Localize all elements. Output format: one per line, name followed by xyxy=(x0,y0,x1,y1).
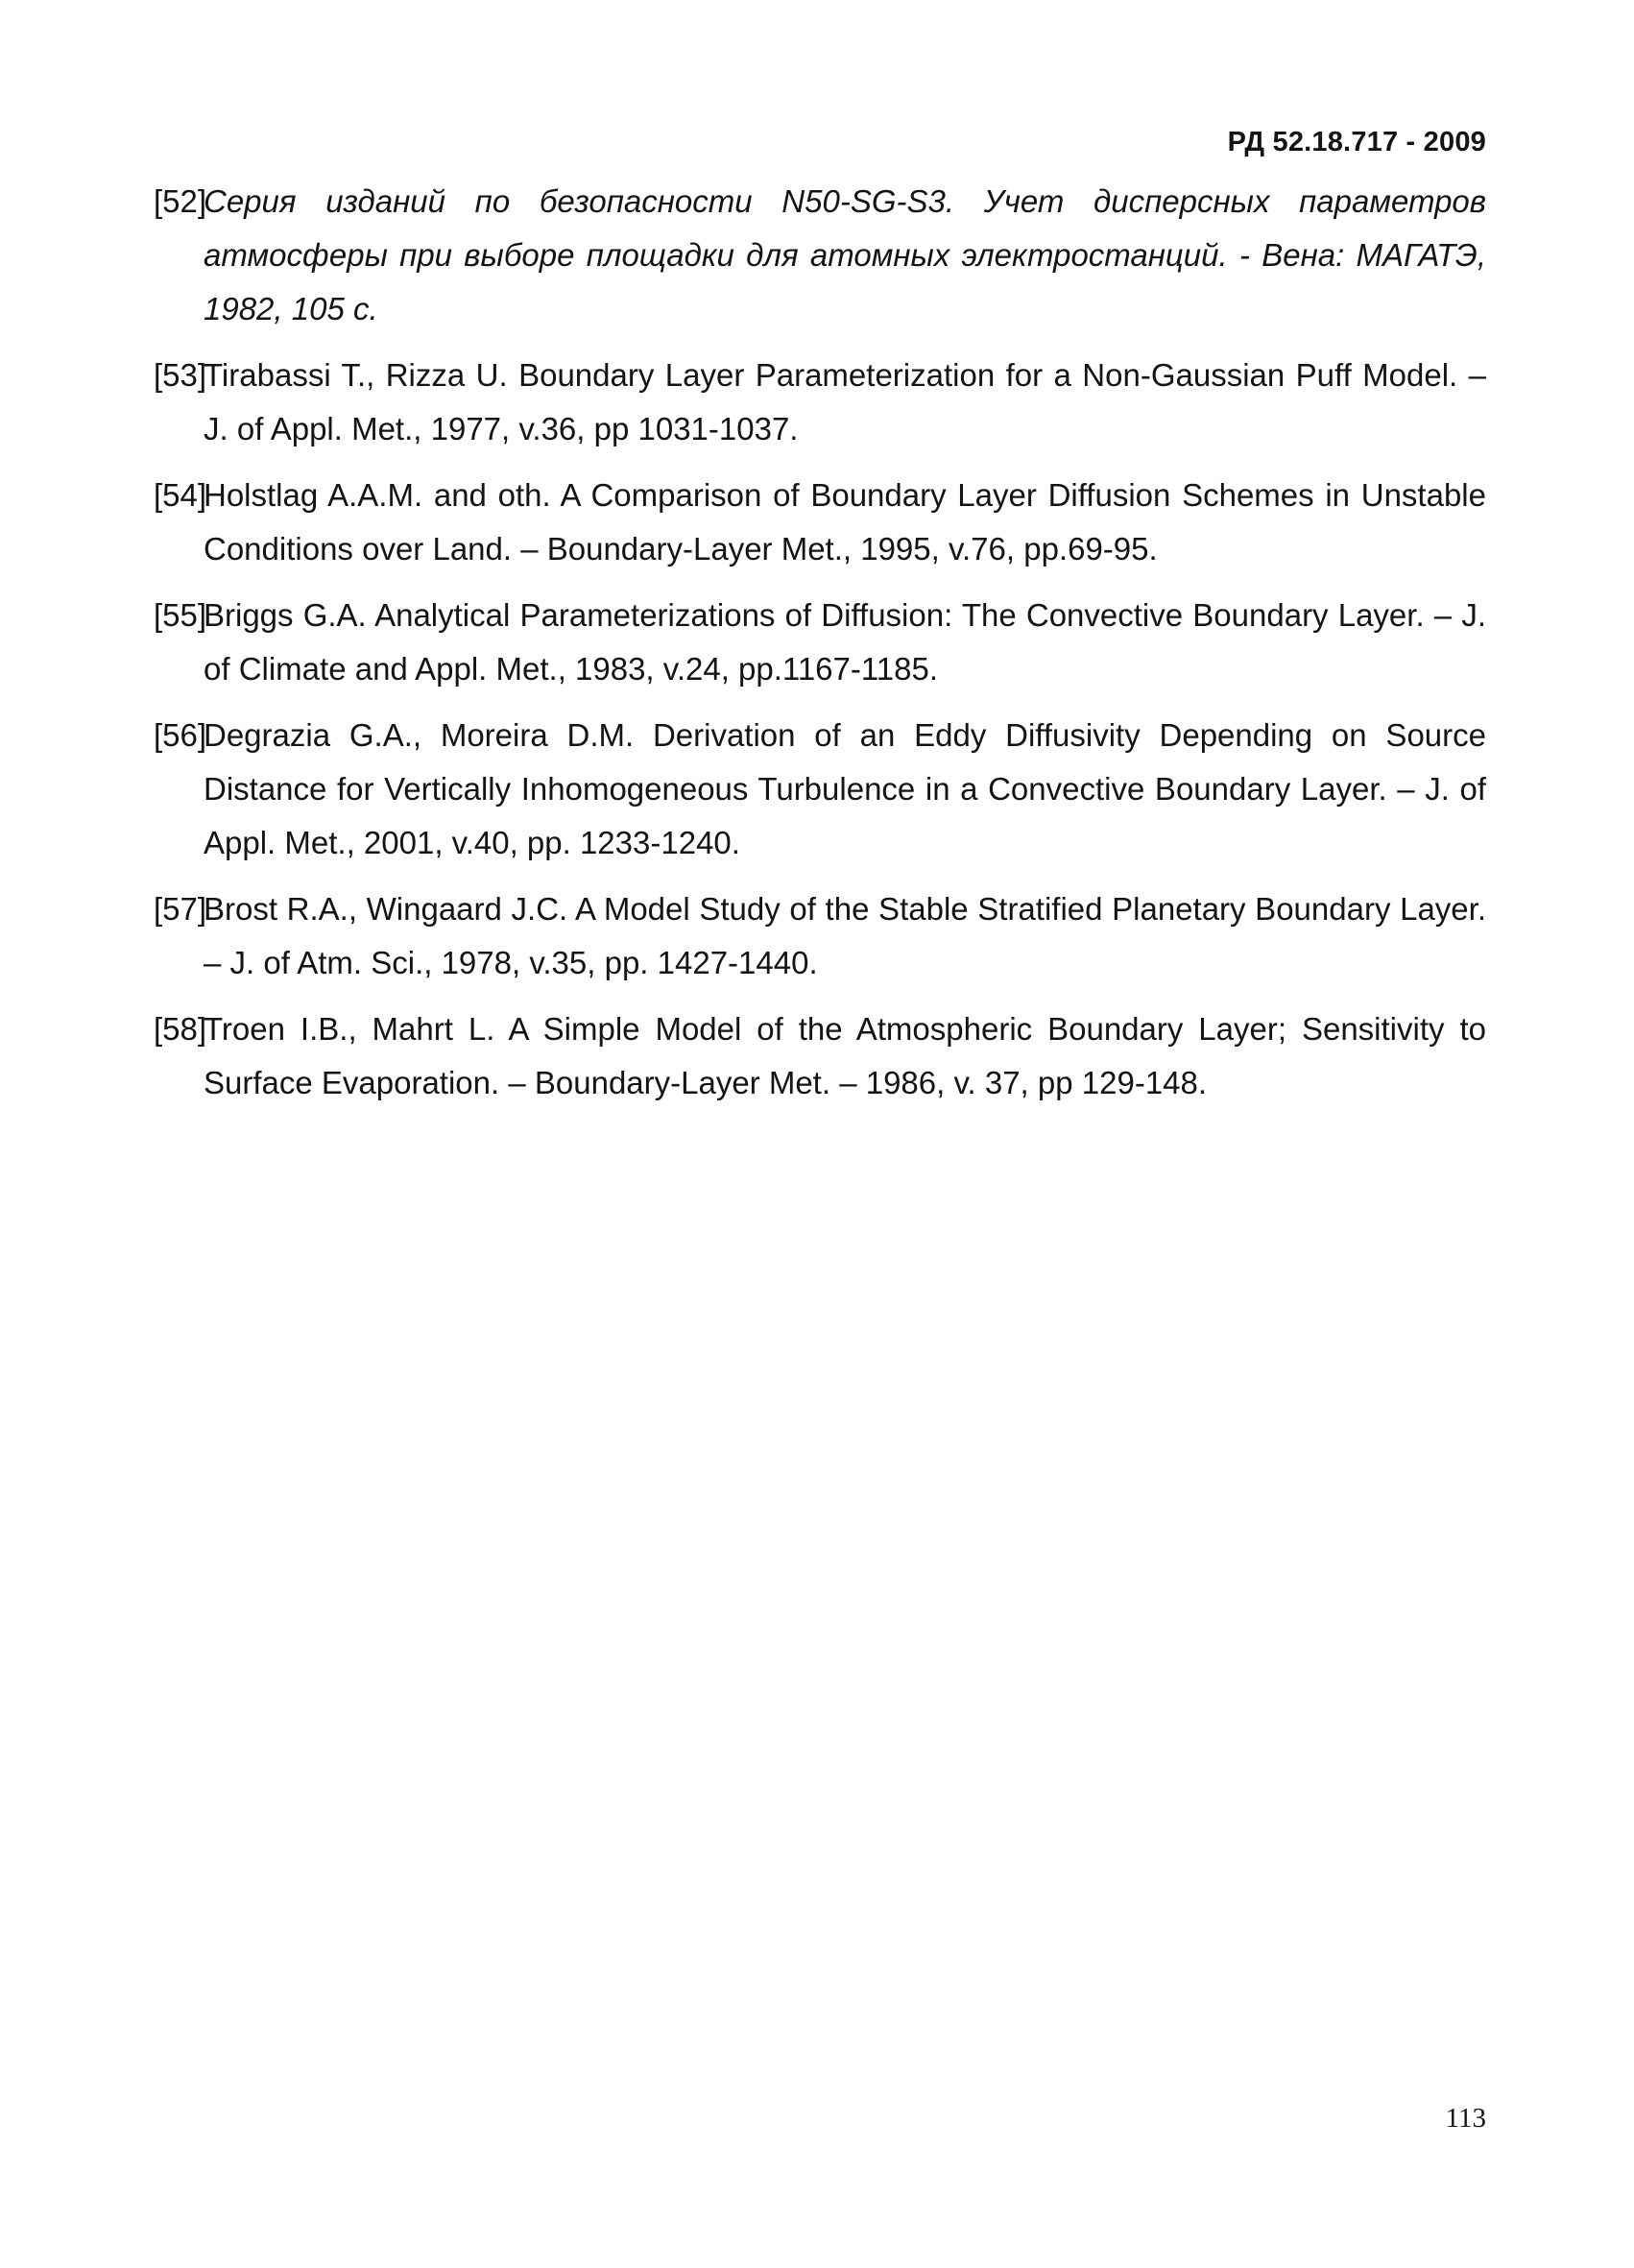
reference-item xyxy=(154,882,1486,990)
reference-text: Degrazia G.A., Moreira D.M. Derivation of an Eddy Diffusivity Depending on Source Distance for Vertically Inhomogeneous Turbulence in a Convective Boundary Layer. – J. of Appl. Met., 2001, v.40, pp. 1233-1240. xyxy=(204,717,1486,860)
reference-item xyxy=(154,709,1486,870)
page-number: 113 xyxy=(1445,2103,1486,2134)
reference-number: [56] xyxy=(154,717,207,753)
reference-text: Tirabassi T., Rizza U. Boundary Layer Parameterization for a Non-Gaussian Puff Model. – J. of Appl. Met., 1977, v.36, pp 1031-1037. xyxy=(204,357,1486,446)
reference-number: [52] xyxy=(154,183,207,219)
reference-text: Brost R.A., Wingaard J.C. A Model Study of the Stable Stratified Planetary Boundary Layer. – J. of Atm. Sci., 1978, v.35, pp. 1427-1440. xyxy=(204,891,1486,980)
reference-number: [57] xyxy=(154,891,207,927)
reference-list xyxy=(154,175,1486,1122)
reference-number: [53] xyxy=(154,357,207,393)
reference-item xyxy=(154,175,1486,336)
reference-number: [55] xyxy=(154,597,207,633)
reference-item xyxy=(154,349,1486,456)
reference-number: [54] xyxy=(154,477,207,513)
reference-number: [58] xyxy=(154,1011,207,1047)
reference-text: Briggs G.A. Analytical Parameterizations of Diffusion: The Convective Boundary Layer. – J. of Climate and Appl. Met., 1983, v.24, pp.1167-1185. xyxy=(204,597,1486,687)
reference-item xyxy=(154,1002,1486,1110)
reference-text: Holstlag A.A.M. and oth. A Comparison of Boundary Layer Diffusion Schemes in Unstable Conditions over Land. – Boundary-Layer Met., 1995, v.76, pp.69-95. xyxy=(204,477,1486,567)
reference-text: Troen I.B., Mahrt L. A Simple Model of the Atmospheric Boundary Layer; Sensitivity to Surface Evaporation. – Boundary-Layer Met. – 1986, v. 37, pp 129-148. xyxy=(204,1011,1486,1100)
document-code: РД 52.18.717 - 2009 xyxy=(1227,127,1486,157)
reference-text: Серия изданий по безопасности N50-SG-S3. Учет дисперсных параметров атмосферы при выборе площадки для атомных электростанций. - Вена: МАГАТЭ, 1982, 105 с. xyxy=(204,183,1486,326)
reference-item xyxy=(154,469,1486,576)
reference-item xyxy=(154,589,1486,696)
